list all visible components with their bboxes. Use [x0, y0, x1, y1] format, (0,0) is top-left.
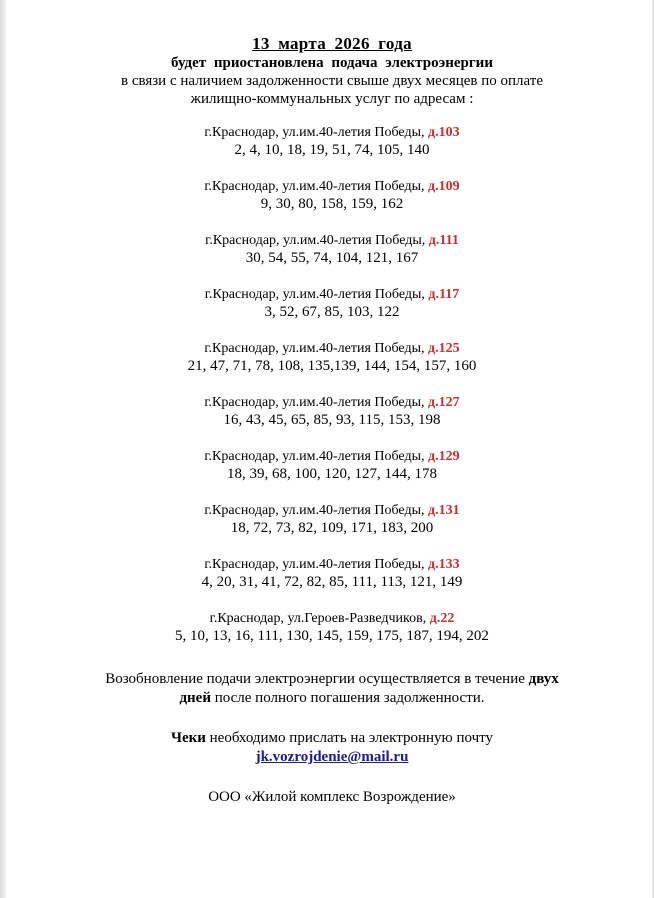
- receipts-line: [30, 729, 634, 748]
- street-name: г.Краснодар, ул.им.40-летия Победы,: [204, 557, 425, 572]
- house-number: д.131: [428, 503, 460, 518]
- receipts-bold-word: Чеки: [170, 730, 206, 746]
- apartment-list: 30, 54, 55, 74, 104, 121, 167: [245, 250, 419, 266]
- address-block-129: [30, 448, 634, 484]
- street-name: г.Краснодар, ул.им.40-летия Победы,: [204, 179, 425, 194]
- apartment-list: 2, 4, 10, 18, 19, 51, 74, 105, 140: [234, 142, 430, 158]
- house-number: д.103: [428, 125, 460, 140]
- notice-intro-line-1: в связи с наличием задолженности свыше двух месяцев по оплате: [120, 73, 544, 89]
- notice-intro-line-2: жилищно-коммунальных услуг по адресам :: [190, 91, 474, 107]
- street-name: г.Краснодар, ул.Героев-Разведчиков,: [209, 611, 427, 626]
- apartment-list: 4, 20, 31, 41, 72, 82, 85, 111, 113, 121, 149: [201, 574, 463, 590]
- signature: ООО «Жилой комплекс Возрождение»: [208, 789, 456, 805]
- house-number: д.117: [428, 287, 460, 302]
- address-line: [30, 394, 634, 411]
- house-number: д.109: [428, 179, 460, 194]
- address-line: [30, 286, 634, 303]
- apartment-list: 21, 47, 71, 78, 108, 135,139, 144, 154, 157, 160: [187, 358, 477, 374]
- address-block-111: [30, 232, 634, 268]
- spacer: [30, 767, 634, 788]
- address-block-109: [30, 178, 634, 214]
- resumption-text-2: после полного погашения задолженности.: [210, 690, 485, 706]
- notice-date: 13 марта 2026 года: [252, 34, 412, 53]
- house-number: д.22: [429, 611, 455, 626]
- resumption-line-2: [30, 689, 634, 708]
- street-name: г.Краснодар, ул.им.40-летия Победы,: [205, 233, 426, 248]
- address-line: [30, 232, 634, 249]
- street-name: г.Краснодар, ул.им.40-летия Победы,: [204, 287, 425, 302]
- apartment-list: 3, 52, 67, 85, 103, 122: [264, 304, 400, 320]
- apartment-list: 18, 72, 73, 82, 109, 171, 183, 200: [230, 520, 434, 536]
- street-name: г.Краснодар, ул.им.40-летия Победы,: [204, 395, 425, 410]
- notice-footer: [30, 670, 634, 807]
- notice-document: [30, 34, 634, 807]
- address-line: [30, 340, 634, 357]
- apartment-list: 16, 43, 45, 65, 85, 93, 115, 153, 198: [223, 412, 441, 428]
- street-name: г.Краснодар, ул.им.40-летия Победы,: [204, 125, 425, 140]
- resumption-bold-two: двух: [528, 671, 559, 687]
- street-name: г.Краснодар, ул.им.40-летия Победы,: [204, 449, 425, 464]
- address-block-117: [30, 286, 634, 322]
- address-block-125: [30, 340, 634, 376]
- street-name: г.Краснодар, ул.им.40-летия Победы,: [204, 503, 425, 518]
- address-block-127: [30, 394, 634, 430]
- address-line: [30, 448, 634, 465]
- address-line: [30, 502, 634, 519]
- resumption-line-1: [30, 670, 634, 689]
- address-block-131: [30, 502, 634, 538]
- notice-headline: будет приостановлена подача электроэнергии: [171, 55, 493, 71]
- address-block-133: [30, 556, 634, 592]
- apartment-list: 18, 39, 68, 100, 120, 127, 144, 178: [227, 466, 437, 482]
- address-line: [30, 124, 634, 141]
- house-number: д.129: [428, 449, 460, 464]
- address-line: [30, 178, 634, 195]
- apartment-list: 9, 30, 80, 158, 159, 162: [260, 196, 404, 212]
- spacer: [30, 708, 634, 729]
- email-link[interactable]: jk.vozrojdenie@mail.ru: [255, 749, 409, 765]
- house-number: д.133: [428, 557, 460, 572]
- page-left-edge: [0, 0, 6, 898]
- address-line: [30, 610, 634, 627]
- address-list: [30, 124, 634, 646]
- address-block-heroes-22: [30, 610, 634, 646]
- receipts-email-line: [30, 748, 634, 767]
- apartment-list: 5, 10, 13, 16, 111, 130, 145, 159, 175, 187, 194, 202: [175, 628, 489, 644]
- resumption-text: Возобновление подачи электроэнергии осуществляется в течение: [105, 671, 529, 687]
- receipts-text: необходимо прислать на электронную почту: [205, 730, 494, 746]
- address-line: [30, 556, 634, 573]
- house-number: д.125: [428, 341, 460, 356]
- street-name: г.Краснодар, ул.им.40-летия Победы,: [204, 341, 425, 356]
- resumption-bold-days: дней: [179, 690, 211, 706]
- house-number: д.127: [428, 395, 460, 410]
- address-block-103: [30, 124, 634, 160]
- house-number: д.111: [428, 233, 459, 248]
